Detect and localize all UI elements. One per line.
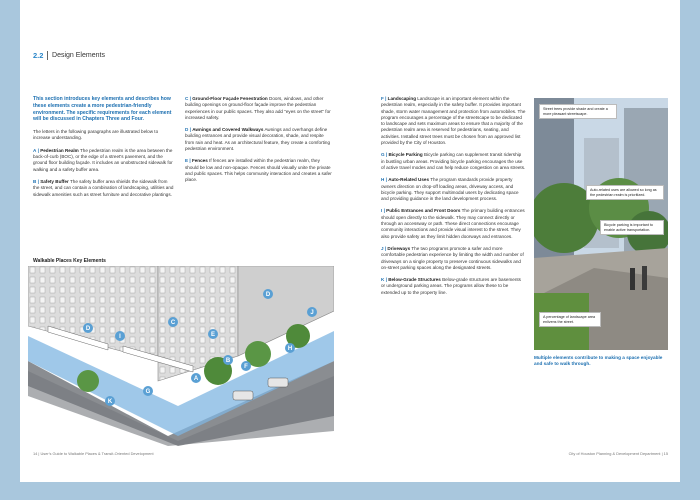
lead-paragraph: The letters in the following paragraphs are illustrated below to increase understanding.: [33, 129, 159, 141]
bottom-band: [0, 482, 700, 500]
text-column-1: [33, 96, 175, 204]
footer-left: 14 | User's Guide to Walkable Places & Transit-Oriented Development: [33, 451, 154, 456]
element-e-paragraph: E | Fences If fences are installed within the pedestrian realm, they should be low and non-opaque. Fences should visually unite the private and public spaces. This helps community interaction and creates a safer place.: [185, 158, 332, 183]
svg-text:G: G: [145, 389, 151, 395]
marker-h: [285, 343, 295, 353]
text-column-3: [381, 96, 526, 302]
marker-j: [307, 307, 317, 317]
element-g-paragraph: G | Bicycle Parking Bicycle parking can supplement transit ridership in bustling urban areas. Providing bicycle parking encourages the use of active travel modes and can help reduce congestion on area streets.: [381, 152, 526, 170]
svg-text:C: C: [170, 320, 176, 326]
svg-text:K: K: [107, 399, 113, 405]
section-title: Design Elements: [52, 52, 105, 59]
element-j-paragraph: J | Driveways The two programs promote a safer and more comfortable pedestrian experience by limiting the width and number of driveways on a single property to preserve continuous sidewalks and on-street parking spaces along the designated streets.: [381, 245, 524, 270]
header-divider: [47, 51, 48, 60]
marker-b: [223, 355, 233, 365]
svg-text:E: E: [210, 332, 216, 338]
marker-k: [105, 396, 115, 406]
section-header: [33, 51, 105, 60]
marker-e: [208, 329, 218, 339]
photo-caption: Multiple elements contribute to making a space enjoyable and safe to walk through.: [534, 355, 663, 366]
marker-d-2: [263, 289, 273, 299]
walkable-places-illustration: [28, 266, 334, 446]
svg-text:I: I: [119, 334, 121, 340]
svg-text:J: J: [310, 310, 314, 316]
element-a-paragraph: A | Pedestrian Realm The pedestrian realm is the area between the back-of-curb (BOC), or the edge of a street's pavement, and the ground floor building façade. It includes an unobstructed sidewalk for walking and a safety buffer area.: [33, 147, 173, 172]
element-d-paragraph: D | Awnings and Covered Walkways Awnings and overhangs define building entrances and provide visual decoration, shade, and respite from rain and heat. As an architectural feature, they create a comforting pedestrian environment.: [185, 127, 331, 152]
element-i-paragraph: I | Public Entrances and Front Doors The primary building entrances should open directly to the sidewalk. They may connect directly or through an accessway or path. These direct connections encourage community interactions and provide visual interest to the street. They also provide safety as they limit hidden doorways and entrances.: [381, 208, 525, 239]
figure-title: Walkable Places Key Elements: [33, 258, 106, 264]
element-k-paragraph: K | Below-Grade Structures Below-grade structures are basements or underground parking areas. The programs allow these to be extended up to the property line.: [381, 277, 521, 295]
marker-g: [143, 386, 153, 396]
callout-street-trees: Street trees provide shade and create a more pleasant streetscape.: [539, 104, 617, 119]
marker-d: [83, 323, 93, 333]
text-column-2: [185, 96, 333, 190]
svg-text:A: A: [193, 376, 199, 382]
marker-i: [115, 331, 125, 341]
marker-c: [168, 317, 178, 327]
svg-text:F: F: [244, 364, 248, 370]
footer-right: City of Houston Planning & Development Department | 15: [568, 451, 668, 456]
callout-auto-related: Auto-related uses are allowed so long as the pedestrian realm is prioritized.: [586, 185, 664, 200]
section-number: 2.2: [33, 51, 44, 60]
element-c-paragraph: C | Ground-Floor Façade Fenestration Doors, windows, and other building openings on ground-floor façade improve the pedestrian experiences in our public spaces. They also add "eyes on the street" for increased safety.: [185, 96, 331, 120]
element-b-paragraph: B | Safety Buffer The safety buffer area shields the sidewalk from the street, and can contain a combination of landscaping, utilities and sidewalk amenities such as street furniture and decorative plantings.: [33, 178, 174, 197]
intro-paragraph: This section introduces key elements and describes how these elements create a more pedestrian-friendly environment. The specific requirements for each element will be discussed in Chapters Three and Four.: [33, 96, 172, 123]
marker-f: [241, 361, 251, 371]
car: [268, 378, 288, 387]
marker-a: [191, 373, 201, 383]
callout-bicycle-parking: Bicycle parking is important to enable active transportation.: [600, 220, 664, 235]
callout-landscape: A percentage of landscape area enlivens the street.: [539, 312, 601, 327]
svg-text:H: H: [287, 346, 293, 352]
svg-text:D: D: [85, 326, 91, 332]
car: [233, 391, 253, 400]
element-h-paragraph: H | Auto-Related Uses The program standards provide property owners direction on drop-off loading areas, driveway access, and bicycle parking. They support multimodal users by dedicating space and providing guidance in the land development process.: [381, 177, 519, 202]
svg-text:B: B: [225, 358, 231, 364]
element-f-paragraph: F | Landscaping Landscape is an important element within the pedestrian realm, especially in the safety buffer. It provides important shade, storm water management and protection from automobiles. The program encourages a percentage of the streetscape to be dedicated to landscape and sets maximum areas to ensure that a majority of the pedestrian realm area is reserved for pedestrians, seating, and activities. Installed street trees must be chosen from an approved list provided by the City of Houston.: [381, 96, 526, 146]
svg-text:D: D: [265, 292, 271, 298]
